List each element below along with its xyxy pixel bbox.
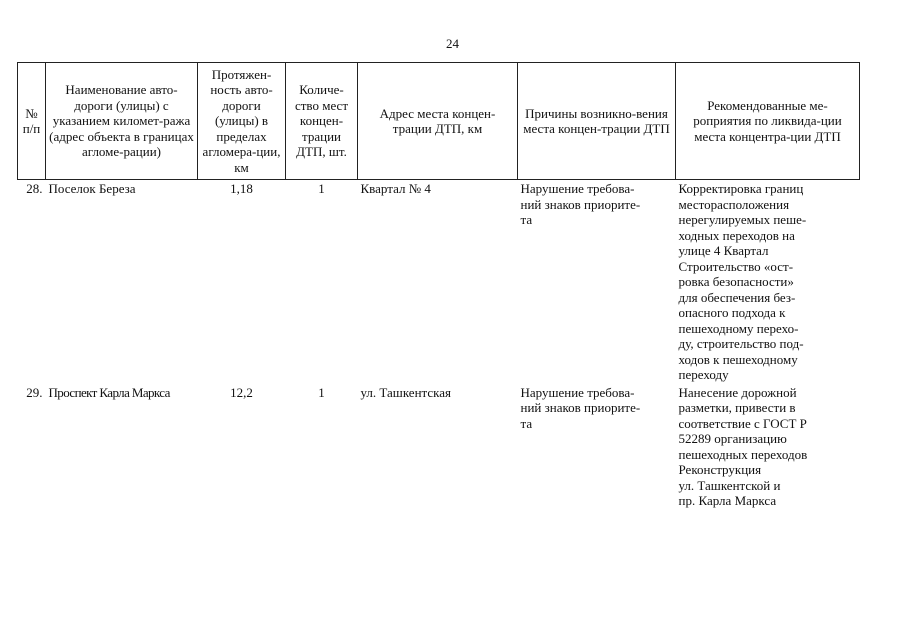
row-num: 29.: [26, 384, 43, 400]
measure-line: ходных переходов на: [678, 227, 795, 243]
row-measures: [676, 384, 860, 510]
row-address: ул. Ташкентская: [360, 384, 452, 400]
row-length: 1,18: [230, 181, 253, 196]
header-count: Количе-ство мест концен-трации ДТП, шт.: [286, 63, 358, 180]
header-address: Адрес места концен-трации ДТП, км: [358, 63, 518, 180]
measure-line: ходов к пешеходному: [678, 351, 798, 367]
measure-line: 52289 организацию: [678, 431, 787, 446]
cause-line: Нарушение требова-: [520, 181, 635, 196]
row-causes: [518, 180, 676, 384]
cause-line: та: [520, 212, 533, 227]
header-measures: Рекомендованные ме-роприятия по ликвида-ции места концентра-ции ДТП: [676, 63, 860, 180]
measure-line: улице 4 Квартал: [678, 243, 769, 258]
measure-line: Корректировка границ: [678, 181, 804, 196]
row-address: Квартал № 4: [360, 181, 431, 196]
header-causes: Причины возникно-вения места концен-трации ДТП: [518, 63, 676, 180]
measure-line: для обеспечения без-: [678, 289, 796, 305]
row-measures: [676, 180, 860, 384]
row-road-name: Проспект Карла Маркса: [48, 384, 170, 400]
row-causes: [518, 384, 676, 510]
page-number: 24: [446, 36, 459, 51]
header-num: № п/п: [18, 63, 46, 180]
row-num: 28.: [26, 181, 43, 196]
measure-line: опасного подхода к: [678, 305, 786, 320]
measure-line: пр. Карла Маркса: [678, 493, 777, 508]
accident-table: [17, 62, 860, 510]
cause-line: ний знаков приорите-: [520, 196, 641, 212]
row-count: 1: [318, 181, 325, 196]
measure-line: Нанесение дорожной: [678, 384, 797, 400]
cause-line: та: [520, 415, 533, 431]
row-road-name: Поселок Береза: [48, 181, 136, 196]
measure-line: разметки, привести в: [678, 400, 796, 415]
row-count: 1: [318, 384, 325, 400]
measure-line: пешеходному перехо-: [678, 320, 799, 336]
measure-line: переходу: [678, 367, 729, 382]
cause-line: ний знаков приорите-: [520, 400, 641, 415]
table-header-row: [18, 63, 860, 180]
row-length: 12,2: [230, 384, 253, 400]
table-row: [18, 384, 860, 510]
measure-line: пешеходных переходов: [678, 446, 808, 462]
header-length: Протяжен-ность авто-дороги (улицы) в пределах агломера-ции, км: [198, 63, 286, 180]
table-row: [18, 180, 860, 384]
measure-line: нерегулируемых пеше-: [678, 212, 807, 227]
measure-line: соответствие с ГОСТ Р: [678, 415, 807, 431]
cause-line: Нарушение требова-: [520, 384, 635, 400]
header-road-name: Наименование авто-дороги (улицы) с указанием километ-ража (адрес объекта в границах агломе-рации): [46, 63, 198, 180]
measure-line: Строительство «ост-: [678, 258, 794, 274]
measure-line: месторасположения: [678, 196, 790, 212]
measure-line: Реконструкция: [678, 462, 762, 477]
measure-line: ул. Ташкентской и: [678, 477, 781, 493]
measure-line: ду, строительство под-: [678, 336, 804, 351]
measure-line: ровка безопасности»: [678, 274, 794, 289]
